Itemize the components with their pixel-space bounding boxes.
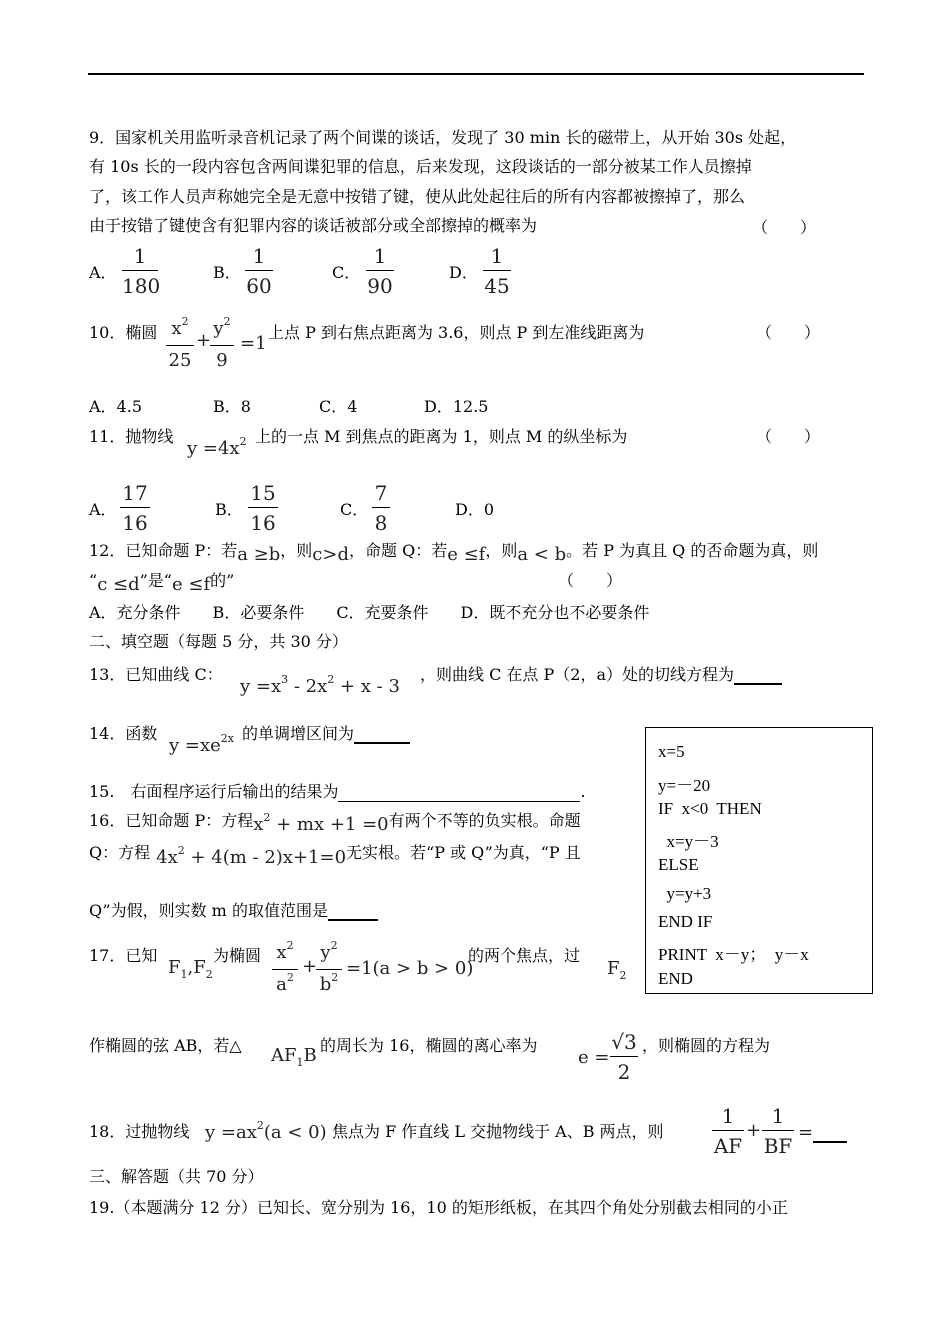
q18-plus: + — [746, 1120, 762, 1141]
q17-triangle — [271, 1045, 317, 1069]
q18-base: y =ax — [205, 1122, 257, 1143]
q16-m1e: 2 — [263, 811, 271, 824]
q14-text — [242, 721, 410, 744]
q13-formula — [240, 673, 400, 697]
q12-t3: ，命题 Q：若 — [348, 541, 448, 560]
q16-l3: Q”为假，则实数 m 的取值范围是 — [89, 901, 328, 920]
q18-n1: 1 — [721, 1104, 735, 1128]
q9-a-den: 180 — [122, 274, 161, 298]
q17-plus: + — [302, 956, 318, 977]
q10-f2-num: y — [213, 318, 224, 339]
q11-formula — [187, 435, 247, 459]
q17-mid: 为椭圆 — [213, 946, 262, 965]
q17-eden: 2 — [617, 1060, 631, 1084]
q17-n2: y — [320, 942, 331, 963]
q11-option-b-label: B． — [215, 500, 243, 519]
q17-fraction-x — [272, 939, 298, 998]
q18-eq: = — [798, 1122, 814, 1143]
q10-fraction-y — [210, 315, 234, 372]
q18-fraction-bf — [762, 1105, 794, 1157]
q18-cond: (a < 0) — [263, 1122, 327, 1143]
q17-f: F — [168, 957, 181, 978]
q18-n2: 1 — [771, 1104, 785, 1128]
q12-m3: e ≤f — [447, 544, 486, 565]
q18-exp: 2 — [256, 1119, 264, 1132]
q13-answer-blank[interactable] — [734, 665, 782, 685]
q12-t4: ，则 — [485, 541, 518, 560]
q9-line1: 9．国家机关用监听录音机记录了两个间谍的谈话，发现了 30 min 长的磁带上，从开始 30s 处起， — [89, 128, 797, 147]
q11-answer-paren: （ ） — [756, 427, 821, 446]
q14-answer-blank[interactable] — [354, 724, 410, 744]
program-line-5: ELSE — [658, 855, 699, 874]
q18-fraction-af — [712, 1105, 744, 1157]
q16-l2b: 无实根。若“P 或 Q”为真，“P 且 — [346, 843, 581, 862]
q10-fraction-x — [166, 315, 194, 372]
program-line-2: y=－20 — [658, 776, 711, 795]
q13-fc: + x - 3 — [334, 676, 400, 697]
q9-c-den: 90 — [367, 274, 393, 298]
q12-m2: c>d — [312, 544, 349, 565]
q15-text — [89, 779, 586, 802]
q11-text: 上的一点 M 到焦点的距离为 1，则点 M 的纵坐标为 — [255, 427, 628, 446]
q17-post: 的两个焦点，过 — [468, 946, 581, 965]
q17-d2: b — [319, 974, 332, 995]
q18-equals — [798, 1122, 847, 1143]
q11-c-num: 7 — [374, 481, 388, 505]
q17-s2: 2 — [205, 968, 213, 981]
q11-option-c-label: C． — [340, 500, 369, 519]
q17-de1: 2 — [286, 971, 294, 984]
q12-l2c: 的” — [210, 571, 235, 590]
q19-text: 19.（本题满分 12 分）已知长、宽分别为 16，10 的矩形纸板，在其四个角处分别截去相同的小正 — [89, 1198, 788, 1217]
section-3-heading: 三、解答题（共 70 分） — [89, 1167, 264, 1186]
q16-line1 — [89, 808, 581, 835]
q17-ecc: e = — [578, 1047, 610, 1068]
q12-t2: ，则 — [280, 541, 313, 560]
q17-fraction-y — [316, 939, 342, 998]
q17-de2: 2 — [331, 971, 339, 984]
q9-b-num: 1 — [252, 244, 266, 268]
q10-f1-den: 25 — [168, 350, 192, 371]
q11-c-den: 8 — [374, 511, 388, 535]
q15-label: 15. 右面程序运行后输出的结果为 — [89, 782, 339, 801]
q11-prefix: 11．抛物线 — [89, 427, 174, 446]
q12-l2a: “ — [89, 571, 98, 590]
q16-line3 — [89, 898, 378, 921]
q9-option-c-label: C． — [332, 263, 361, 282]
q17-line2c: ，则椭圆的方程为 — [642, 1036, 771, 1055]
q16-l1a: 16．已知命题 P：方程 — [89, 811, 254, 830]
q11-b-num: 15 — [250, 481, 276, 505]
q11-option-c-fraction — [372, 482, 390, 534]
q12-m6: e ≤f — [171, 574, 211, 595]
q10-text: 上点 P 到右焦点距离为 3.6，则点 P 到左准线距离为 — [268, 323, 645, 342]
q14-prefix: 14．函数 — [89, 724, 158, 743]
q15-end: . — [580, 782, 586, 801]
q16-m2a: 4x — [156, 847, 178, 868]
q12-t1: 12．已知命题 P：若 — [89, 541, 238, 560]
q9-option-c-fraction — [366, 245, 394, 297]
q9-option-a-label: A． — [89, 263, 117, 282]
q11-option-b-fraction — [248, 482, 278, 534]
q17-s1: 1 — [180, 968, 188, 981]
q12-line2 — [89, 568, 235, 595]
q9-option-d-fraction — [483, 245, 511, 297]
q13-text — [420, 662, 782, 685]
q9-line3: 了，该工作人员声称她完全是无意中按错了键，使从此处起往后的所有内容都被擦掉了，那么 — [89, 187, 746, 206]
q18-prefix: 18．过抛物线 — [89, 1122, 190, 1141]
q9-d-den: 45 — [484, 274, 510, 298]
q10-f1-exp: 2 — [181, 315, 189, 328]
q11-option-d: D．0 — [455, 500, 495, 519]
q17-trib: B — [303, 1045, 317, 1066]
q11-a-den: 16 — [122, 511, 148, 535]
q9-line2: 有 10s 长的一段内容包含两间谍犯罪的信息，后来发现，这段谈话的一部分被某工作人员擦掉 — [89, 157, 752, 176]
q17-condition: =1(a > b > 0) — [346, 958, 474, 979]
q17-e2: 2 — [330, 939, 338, 952]
program-line-6: y=y+3 — [658, 884, 712, 903]
q11-formula-base: y =4x — [187, 438, 240, 459]
q10-prefix: 10．椭圆 — [89, 323, 158, 342]
q18-text: 焦点为 F 作直线 L 交抛物线于 A、B 两点，则 — [332, 1122, 664, 1141]
q18-answer-blank[interactable] — [813, 1123, 847, 1143]
q10-option-c: C．4 — [319, 397, 358, 416]
q13-e2: 2 — [327, 673, 335, 686]
q10-option-d: D．12.5 — [424, 397, 489, 416]
q12-t5: 。若 P 为真且 Q 的否命题为真，则 — [566, 541, 819, 560]
q18-formula — [205, 1119, 327, 1143]
program-line-3: IF x<0 THEN — [658, 799, 762, 818]
q12-m1: a ≥b — [237, 544, 281, 565]
q9-option-d-label: D． — [449, 263, 478, 282]
q17-ecc-fraction — [610, 1031, 638, 1083]
q10-f2-den: 9 — [216, 350, 228, 371]
q10-option-a: A．4.5 — [89, 397, 143, 416]
q17-prefix: 17．已知 — [89, 946, 158, 965]
q9-answer-paren: （ ） — [752, 218, 817, 237]
q9-a-num: 1 — [133, 244, 147, 268]
q11-formula-exp: 2 — [239, 435, 247, 448]
q17-tris: 1 — [296, 1056, 304, 1069]
q14-post: 的单调增区间为 — [242, 724, 355, 743]
program-line-4: x=y－3 — [658, 832, 719, 851]
q13-fa: y =x — [240, 676, 282, 697]
program-line-7: END IF — [658, 912, 713, 931]
q11-b-den: 16 — [250, 511, 276, 535]
q17-line2b: 的周长为 16，椭圆的离心率为 — [320, 1036, 538, 1055]
q16-l1b: 有两个不等的负实根。命题 — [388, 811, 581, 830]
q10-f1-num: x — [171, 318, 182, 339]
q16-l2a: Q：方程 — [89, 843, 151, 862]
q12-line1 — [89, 538, 819, 565]
q16-m1b: + mx +1 =0 — [270, 814, 389, 835]
q9-c-num: 1 — [373, 244, 387, 268]
q17-sqrt: √3 — [611, 1030, 637, 1054]
q12-l2b: ”是“ — [139, 571, 172, 590]
header-rule — [88, 73, 864, 75]
q16-m2b: + 4(m - 2)x+1=0 — [184, 847, 347, 868]
q10-f2-exp: 2 — [223, 315, 231, 328]
q18-d2: BF — [763, 1134, 793, 1158]
program-line-1: x=5 — [658, 742, 685, 761]
q9-b-den: 60 — [246, 274, 272, 298]
q10-answer-paren: （ ） — [756, 323, 821, 342]
q12-m4: a < b — [517, 544, 567, 565]
program-line-8: PRINT x－y； y－x — [658, 945, 809, 964]
q17-f2 — [607, 958, 627, 982]
q17-e1: 2 — [286, 939, 294, 952]
q14-formula — [169, 732, 234, 756]
q15-answer-blank[interactable] — [338, 785, 580, 802]
q9-option-b-fraction — [245, 245, 273, 297]
q16-answer-blank[interactable] — [328, 901, 378, 921]
q12-answer-paren: （ ） — [558, 571, 623, 590]
q9-line4: 由于按错了键使含有犯罪内容的谈话被部分或全部擦掉的概率为 — [89, 216, 538, 235]
q17-comma: ,F — [187, 957, 206, 978]
q10-plus: + — [196, 330, 212, 351]
q16-m2e: 2 — [177, 844, 185, 857]
q10-option-b: B．8 — [213, 397, 251, 416]
program-box — [645, 727, 873, 994]
q17-tri: AF — [271, 1045, 297, 1066]
q9-option-a-fraction — [122, 244, 161, 298]
q10-equals: =1 — [240, 333, 267, 354]
program-line-9: END — [658, 969, 693, 988]
q17-n1: x — [276, 942, 287, 963]
q17-f2-sub: 2 — [619, 969, 627, 982]
q16-line2 — [89, 840, 581, 868]
q11-option-a-fraction — [120, 482, 150, 534]
q18-d1: AF — [713, 1134, 743, 1158]
q9-d-num: 1 — [490, 244, 504, 268]
q12-m5: c ≤d — [97, 574, 140, 595]
q13-post: ，则曲线 C 在点 P（2，a）处的切线方程为 — [420, 665, 734, 684]
q14-base: y =xe — [169, 735, 221, 756]
q17-f2-letter: F — [607, 958, 620, 979]
q13-e1: 3 — [281, 673, 289, 686]
q13-fb: - 2x — [288, 676, 328, 697]
q14-exp: 2x — [220, 732, 234, 745]
q17-line2: 作椭圆的弦 AB，若△ — [89, 1036, 242, 1055]
q17-foci — [168, 957, 213, 981]
q9-option-b-label: B． — [213, 263, 241, 282]
q16-m1a: x — [253, 814, 264, 835]
q13-prefix: 13．已知曲线 C： — [89, 665, 223, 684]
q17-d1: a — [276, 974, 287, 995]
q11-option-a-label: A． — [89, 500, 117, 519]
section-2-heading: 二、填空题（每题 5 分，共 30 分） — [89, 632, 348, 651]
q11-a-num: 17 — [122, 481, 148, 505]
q12-options: A．充分条件 B．必要条件 C．充要条件 D．既不充分也不必要条件 — [89, 603, 650, 622]
